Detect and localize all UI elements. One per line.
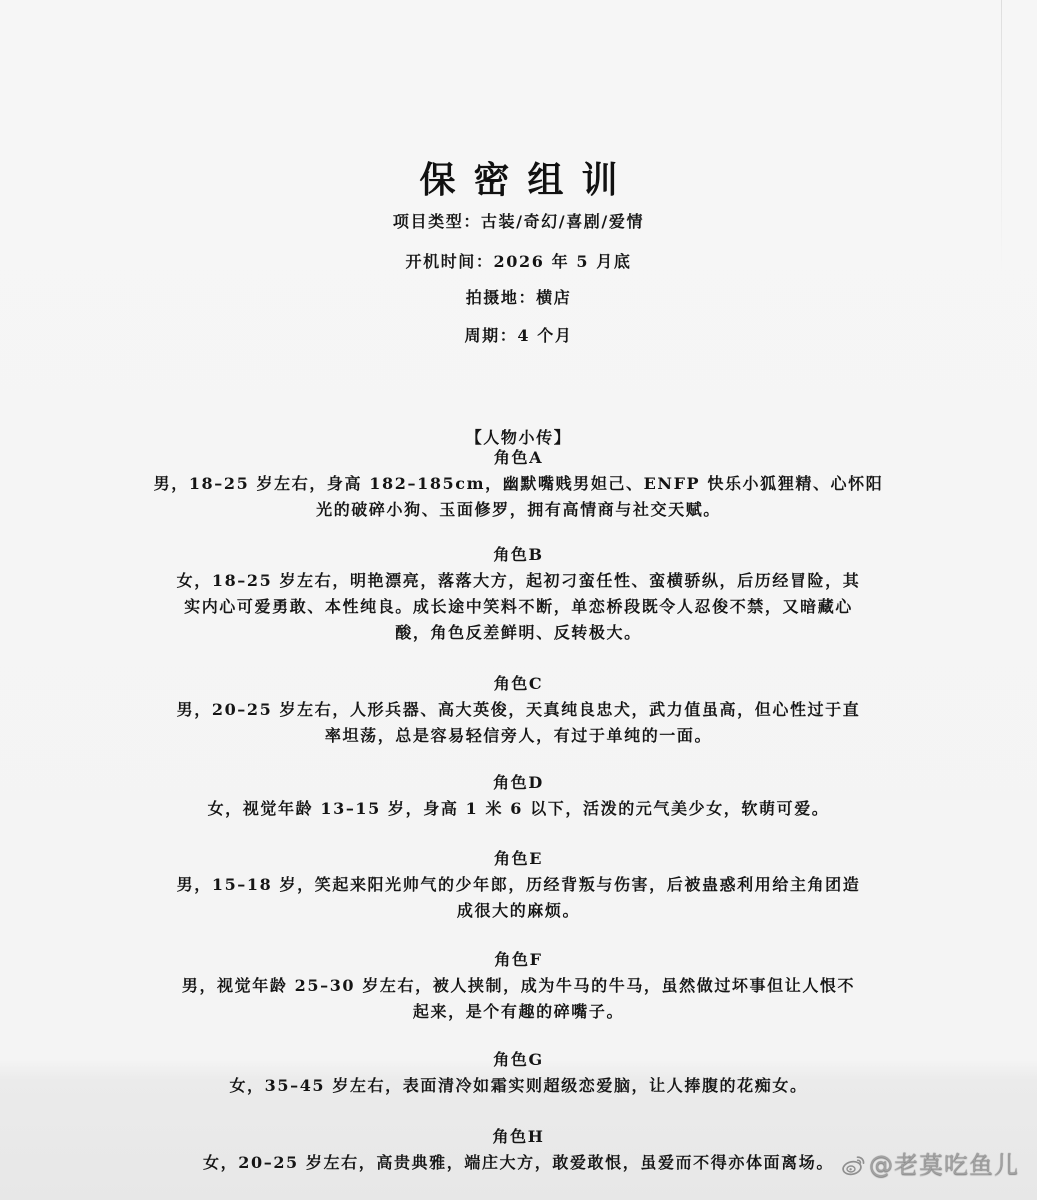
role-g-heading: 角色G	[493, 1050, 544, 1069]
role-a-description-line: 光的破碎小狗、玉面修罗，拥有高情商与社交天赋。	[316, 500, 721, 519]
role-b	[0, 542, 1037, 646]
role-g	[0, 1047, 1037, 1099]
role-f-description-line: 起来，是个有趣的碎嘴子。	[412, 1002, 625, 1021]
watermark	[842, 1150, 1019, 1180]
role-b-description-line: 实内心可爱勇敢、本性纯良。成长途中笑料不断，单恋桥段既令人忍俊不禁，又暗藏心	[184, 597, 853, 616]
role-d-description-line: 女，视觉年龄 13–15 岁，身高 1 米 6 以下，活泼的元气美少女，软萌可爱。	[207, 799, 830, 818]
role-d	[0, 770, 1037, 822]
role-e-description-line: 成很大的麻烦。	[456, 901, 581, 920]
role-f-description-line: 男，视觉年龄 25–30 岁左右，被人挟制，成为牛马的牛马，虽然做过坏事但让人恨不	[181, 976, 856, 995]
role-f	[0, 947, 1037, 1025]
shooting-period: 周期：4 个月	[464, 326, 573, 345]
role-g-description-line: 女，35–45 岁左右，表面清冷如霜实则超级恋爱脑，让人捧腹的花痴女。	[229, 1076, 808, 1095]
role-c-description-line: 男，20–25 岁左右，人形兵器、高大英俊，天真纯良忠犬，武力值虽高，但心性过于直	[176, 700, 861, 719]
role-c-heading: 角色C	[493, 674, 544, 693]
project-type: 项目类型：古装/奇幻/喜剧/爱情	[392, 212, 645, 231]
role-h-description-line: 女，20–25 岁左右，高贵典雅，端庄大方，敢爱敢恨，虽爱而不得亦体面离场。	[203, 1153, 834, 1172]
role-b-description-line: 酸，角色反差鲜明、反转极大。	[395, 623, 642, 642]
role-h-heading: 角色H	[492, 1127, 545, 1146]
role-b-description-line: 女，18–25 岁左右，明艳漂亮，落落大方，起初刁蛮任性、蛮横骄纵，后历经冒险，其	[176, 571, 861, 590]
role-e	[0, 846, 1037, 924]
role-a	[0, 445, 1037, 523]
role-f-heading: 角色F	[494, 950, 543, 969]
watermark-text: @老莫吃鱼儿	[869, 1151, 1019, 1179]
role-a-description-line: 男，18–25 岁左右，身高 182–185cm，幽默嘴贱男妲己、ENFP 快乐小狐狸精、心怀阳	[153, 474, 884, 493]
weibo-icon	[842, 1154, 866, 1176]
role-c-description-line: 率坦荡，总是容易轻信旁人，有过于单纯的一面。	[324, 726, 713, 745]
section-heading: 【人物小传】	[465, 428, 572, 447]
role-c	[0, 671, 1037, 749]
shooting-location: 拍摄地：横店	[465, 288, 572, 307]
start-date: 开机时间：2026 年 5 月底	[405, 252, 632, 271]
role-e-description-line: 男，15–18 岁，笑起来阳光帅气的少年郎，历经背叛与伤害，后被蛊惑利用给主角团造	[176, 875, 861, 894]
role-d-heading: 角色D	[493, 773, 544, 792]
role-a-heading: 角色A	[493, 448, 544, 467]
role-b-heading: 角色B	[493, 545, 544, 564]
role-e-heading: 角色E	[494, 849, 543, 868]
document-title: 保密组训	[419, 159, 636, 201]
